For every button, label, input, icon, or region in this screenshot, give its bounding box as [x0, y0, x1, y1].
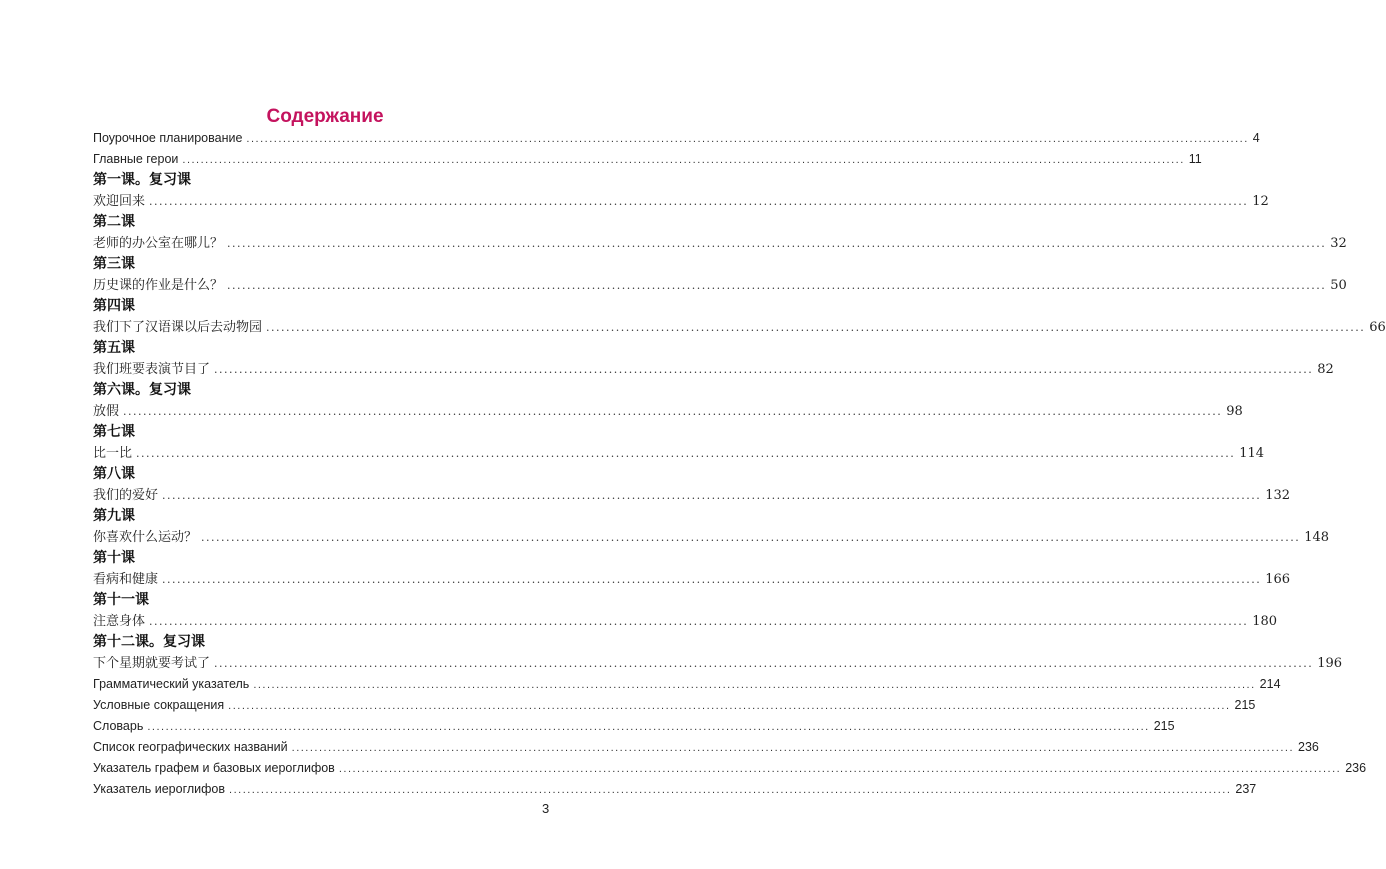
toc-entry-page: 32 — [1330, 236, 1347, 251]
toc-entry-page: 236 — [1298, 740, 1319, 754]
toc-entry[interactable] — [93, 191, 1269, 212]
lesson-heading: 第十二课。复习课 — [93, 634, 205, 650]
toc-entry[interactable] — [93, 317, 1386, 338]
page-title: Содержание — [266, 105, 384, 127]
toc-entry[interactable] — [93, 359, 1334, 380]
dot-leader: ............................................................................................................................................................................................................................ — [149, 615, 1249, 628]
dot-leader: ............................................................................................................................................................................................................................ — [123, 405, 1223, 418]
dot-leader: ............................................................................................................................................................................................................................ — [266, 321, 1366, 334]
toc-entry-page: 98 — [1226, 404, 1243, 419]
lesson-heading: 第四课 — [93, 298, 135, 314]
toc-entry-page: 196 — [1317, 656, 1343, 671]
dot-leader: ............................................................................................................................................................................................................................ — [246, 133, 1249, 145]
toc-entry[interactable] — [93, 653, 1343, 674]
dot-leader: ............................................................................................................................................................................................................................ — [214, 657, 1314, 670]
lesson-heading: 第五课 — [93, 340, 135, 356]
toc-entry[interactable] — [93, 485, 1291, 506]
toc-entry-title: 注意身体 — [93, 614, 146, 629]
toc-entry-title: 我们班要表演节目了 — [93, 362, 211, 377]
toc-entry[interactable] — [93, 611, 1278, 632]
toc-entry-title: 历史课的作业是什么？ — [93, 278, 224, 293]
toc-entry-title: 看病和健康 — [93, 572, 159, 587]
toc-entry-page: 4 — [1252, 131, 1260, 145]
toc-entry-title: Словарь — [93, 719, 144, 733]
lesson-heading: 第三课 — [93, 256, 135, 272]
lesson-heading: 第一课。复习课 — [93, 172, 191, 188]
lesson-heading: 第八课 — [93, 466, 135, 482]
lesson-heading: 第十一课 — [93, 592, 149, 608]
toc-entry[interactable] — [93, 233, 1347, 254]
toc-entry-page: 214 — [1259, 677, 1281, 691]
toc-entry-title: Список географических названий — [93, 740, 288, 754]
toc-entry-page: 132 — [1265, 488, 1291, 503]
toc-entry-title: 放假 — [93, 404, 120, 419]
toc-entry-page: 166 — [1265, 572, 1291, 587]
toc-entry[interactable] — [93, 149, 1202, 170]
toc-entry[interactable] — [93, 128, 1260, 149]
toc-entry[interactable] — [93, 737, 1319, 758]
toc-entry[interactable] — [93, 674, 1281, 695]
toc-entry-title: 我们的爱好 — [93, 488, 159, 503]
toc-entry-page: 11 — [1188, 152, 1202, 166]
toc-entry-page: 237 — [1235, 782, 1257, 796]
toc-entry-title: 老师的办公室在哪儿？ — [93, 236, 224, 251]
toc-entry[interactable] — [93, 716, 1175, 737]
dot-leader: ............................................................................................................................................................................................................................ — [228, 700, 1231, 712]
dot-leader: ............................................................................................................................................................................................................................ — [338, 763, 1342, 775]
toc-entry-title: 下个星期就要考试了 — [93, 656, 211, 671]
lesson-heading: 第十课 — [93, 550, 135, 566]
toc-entry-page: 236 — [1345, 761, 1367, 775]
toc-entry[interactable] — [93, 758, 1367, 779]
dot-leader: ............................................................................................................................................................................................................................ — [201, 531, 1301, 544]
toc-entry-page: 215 — [1234, 698, 1256, 712]
toc-entry-title: 我们下了汉语课以后去动物园 — [93, 320, 263, 335]
toc-entry-page: 66 — [1369, 320, 1386, 335]
dot-leader: ............................................................................................................................................................................................................................ — [162, 573, 1262, 586]
toc-entry-title: 比一比 — [93, 446, 133, 461]
dot-leader: ............................................................................................................................................................................................................................ — [182, 154, 1185, 166]
toc-entry[interactable] — [93, 401, 1243, 422]
toc-entry-page: 148 — [1304, 530, 1330, 545]
toc-entry-title: Указатель графем и базовых иероглифов — [93, 761, 335, 775]
table-of-contents — [93, 128, 1386, 800]
dot-leader: ............................................................................................................................................................................................................................ — [149, 195, 1249, 208]
dot-leader: ............................................................................................................................................................................................................................ — [253, 679, 1256, 691]
toc-entry[interactable] — [93, 779, 1257, 800]
toc-entry-page: 114 — [1239, 446, 1265, 461]
toc-entry-title: Условные сокращения — [93, 698, 225, 712]
toc-entry-page: 82 — [1317, 362, 1334, 377]
toc-entry-title: Поурочное планирование — [93, 131, 243, 145]
lesson-heading: 第六课。复习课 — [93, 382, 191, 398]
toc-entry-page: 12 — [1252, 194, 1269, 209]
dot-leader: ............................................................................................................................................................................................................................ — [136, 447, 1236, 460]
page-number: 3 — [542, 801, 550, 816]
lesson-heading: 第七课 — [93, 424, 135, 440]
toc-entry-title: Указатель иероглифов — [93, 782, 226, 796]
toc-entry-page: 180 — [1252, 614, 1278, 629]
dot-leader: ............................................................................................................................................................................................................................ — [229, 784, 1232, 796]
toc-entry-title: 你喜欢什么运动？ — [93, 530, 198, 545]
toc-entry-title: Главные герои — [93, 152, 179, 166]
dot-leader: ............................................................................................................................................................................................................................ — [227, 279, 1327, 292]
toc-entry-page: 215 — [1153, 719, 1175, 733]
toc-entry-title: Грамматический указатель — [93, 677, 250, 691]
toc-entry[interactable] — [93, 527, 1330, 548]
dot-leader: ............................................................................................................................................................................................................................ — [147, 721, 1150, 733]
toc-entry[interactable] — [93, 443, 1265, 464]
toc-entry-title: 欢迎回来 — [93, 194, 146, 209]
dot-leader: ............................................................................................................................................................................................................................ — [291, 742, 1294, 754]
toc-entry-page: 50 — [1330, 278, 1347, 293]
toc-entry[interactable] — [93, 275, 1347, 296]
lesson-heading: 第九课 — [93, 508, 135, 524]
dot-leader: ............................................................................................................................................................................................................................ — [214, 363, 1314, 376]
toc-entry[interactable] — [93, 569, 1291, 590]
lesson-heading: 第二课 — [93, 214, 135, 230]
toc-entry[interactable] — [93, 695, 1256, 716]
dot-leader: ............................................................................................................................................................................................................................ — [162, 489, 1262, 502]
dot-leader: ............................................................................................................................................................................................................................ — [227, 237, 1327, 250]
